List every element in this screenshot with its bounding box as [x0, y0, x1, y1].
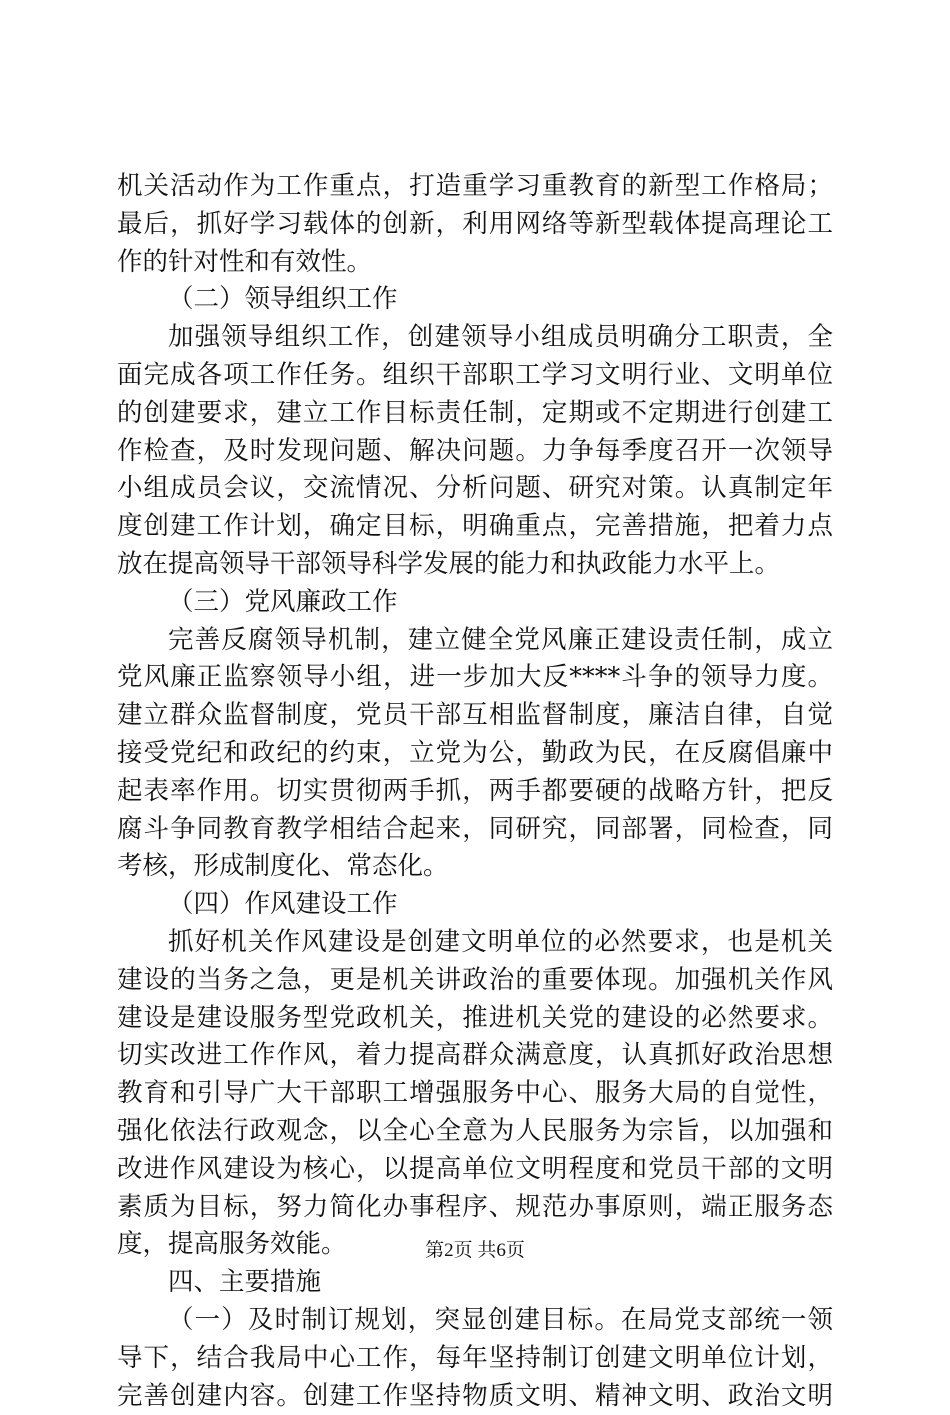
text-line: 考核，形成制度化、常态化。 [117, 848, 833, 886]
page-footer: 第2页 共6页 [0, 1239, 950, 1263]
section-heading: （二）领导组织工作 [117, 281, 833, 319]
text-line: 建设的当务之急，更是机关讲政治的重要体现。加强机关作风 [117, 962, 833, 1000]
text-line: 度创建工作计划，确定目标，明确重点，完善措施，把着力点 [117, 508, 833, 546]
text-line: 加强领导组织工作，创建领导小组成员明确分工职责，全 [117, 319, 833, 357]
text-line: 抓好机关作风建设是创建文明单位的必然要求，也是机关 [117, 924, 833, 962]
text-line: 最后，抓好学习载体的创新，利用网络等新型载体提高理论工 [117, 206, 833, 244]
text-line: 接受党纪和政纪的约束，立党为公，勤政为民，在反腐倡廉中 [117, 735, 833, 773]
text-line: 党风廉正监察领导小组，进一步加大反****斗争的领导力度。 [117, 659, 833, 697]
text-line: 面完成各项工作任务。组织干部职工学习文明行业、文明单位 [117, 357, 833, 395]
text-line: 起表率作用。切实贯彻两手抓，两手都要硬的战略方针，把反 [117, 773, 833, 811]
text-line: 建设是建设服务型党政机关，推进机关党的建设的必然要求。 [117, 1000, 833, 1038]
text-line: （一）及时制订规划，突显创建目标。在局党支部统一领 [117, 1302, 833, 1340]
text-line: 作的针对性和有效性。 [117, 244, 833, 282]
document-body [117, 168, 833, 1415]
text-line: 切实改进工作作风，着力提高群众满意度，认真抓好政治思想 [117, 1037, 833, 1075]
text-line: 放在提高领导干部领导科学发展的能力和执政能力水平上。 [117, 546, 833, 584]
text-line: 腐斗争同教育教学相结合起来，同研究，同部署，同检查，同 [117, 811, 833, 849]
text-line: 作检查，及时发现问题、解决问题。力争每季度召开一次领导 [117, 433, 833, 471]
text-line: 导下，结合我局中心工作，每年坚持制订创建文明单位计划， [117, 1340, 833, 1378]
text-line: 建立群众监督制度，党员干部互相监督制度，廉洁自律，自觉 [117, 697, 833, 735]
text-line: 强化依法行政观念，以全心全意为人民服务为宗旨，以加强和 [117, 1113, 833, 1151]
section-heading: （三）党风廉政工作 [117, 584, 833, 622]
text-line: 素质为目标，努力简化办事程序、规范办事原则，端正服务态 [117, 1189, 833, 1227]
text-line: 机关活动作为工作重点，打造重学习重教育的新型工作格局； [117, 168, 833, 206]
text-line: 度，提高服务效能。 [117, 1226, 833, 1264]
text-line: 小组成员会议，交流情况、分析问题、研究对策。认真制定年 [117, 470, 833, 508]
section-heading: （四）作风建设工作 [117, 886, 833, 924]
text-line: 完善反腐领导机制，建立健全党风廉正建设责任制，成立 [117, 622, 833, 660]
text-line: 的创建要求，建立工作目标责任制，定期或不定期进行创建工 [117, 395, 833, 433]
text-line: 改进作风建设为核心，以提高单位文明程度和党员干部的文明 [117, 1151, 833, 1189]
text-line: 教育和引导广大干部职工增强服务中心、服务大局的自觉性， [117, 1075, 833, 1113]
text-line: 完善创建内容。创建工作坚持物质文明、精神文明、政治文明 [117, 1378, 833, 1415]
section-heading: 四、主要措施 [117, 1264, 833, 1302]
